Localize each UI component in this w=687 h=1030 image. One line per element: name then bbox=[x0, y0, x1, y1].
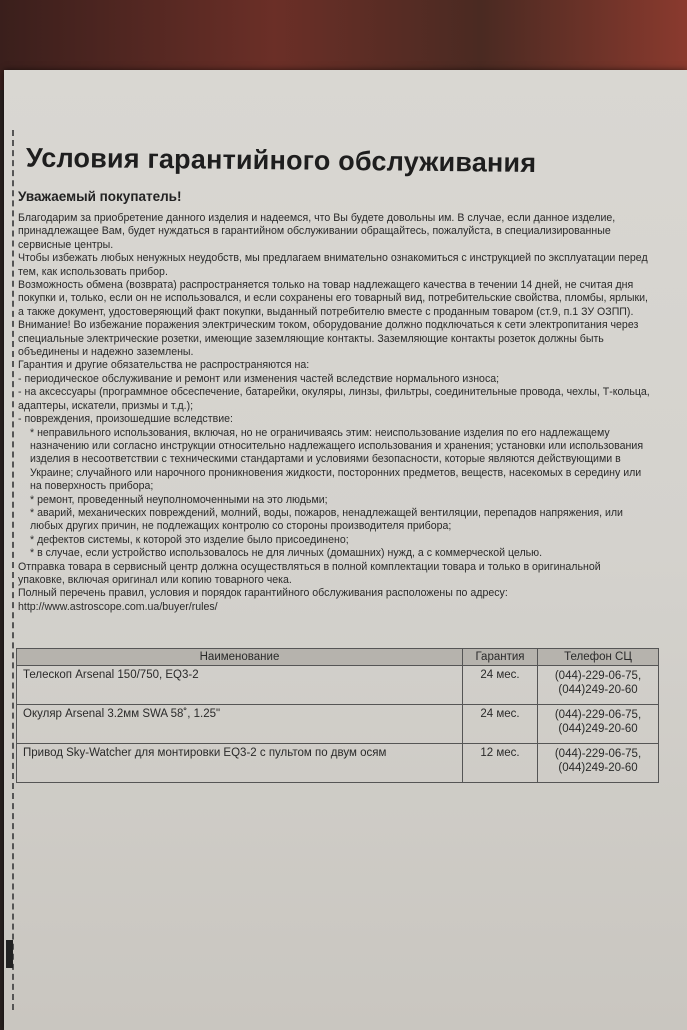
table-row bbox=[17, 666, 659, 705]
phone-line: (044)249-20-60 bbox=[558, 723, 638, 735]
warranty-page bbox=[4, 70, 687, 1030]
cell-warranty: 12 мес. bbox=[463, 744, 538, 783]
cell-warranty: 24 мес. bbox=[463, 666, 538, 705]
cell-name: Привод Sky-Watcher для монтировки EQ3-2 с пультом по двум осям bbox=[17, 744, 463, 783]
paragraph: - периодическое обслуживание и ремонт или изменения частей вследствие нормального износа; bbox=[18, 372, 500, 385]
paragraph: Полный перечень правил, условия и порядок гарантийного обслуживания расположены по адресу: bbox=[18, 587, 508, 600]
list-item: * дефектов системы, к которой это изделие было присоединено; bbox=[30, 533, 349, 546]
phone-line: (044)-229-06-75, bbox=[554, 748, 642, 760]
paragraph: Гарантия и другие обязательства не распространяются на: bbox=[18, 359, 310, 372]
list-item: * неправильного использования, включая, но не ограничиваясь этим: неиспользование изделия по его надлежащему назначению или согласно инструкции относительно надлежащего использования и хранения; установки или использования изделия в несоответствии с техническими стандартами и условиями безопасности, которые являются действующими в Украине; случайного или нарочного проникновения жидкости, посторонних предметов, веществ, насекомых в середину или на поверхность прибора; bbox=[30, 426, 644, 493]
list-item: * аварий, механических повреждений, молний, воды, пожаров, ненадлежащей вентиляции, перепадов напряжения, или любых других причин, не подлежащих контролю со стороны производителя прибора; bbox=[30, 506, 623, 533]
table-row bbox=[17, 744, 659, 783]
warranty-table bbox=[16, 648, 659, 783]
paragraph: - на аксессуары (программное обсеспечение, батарейки, окуляры, линзы, фильтры, соединительные провода, чехлы, Т-кольца, адаптеры, искатели, призмы и т.д.); bbox=[18, 386, 650, 412]
cell-phone bbox=[538, 666, 659, 705]
column-header-phone: Телефон СЦ bbox=[538, 649, 659, 666]
paragraph: Отправка товара в сервисный центр должна осуществляться в полной комплектации товара и только в оригинальной упаковке, включая оригинал или копию товарного чека. bbox=[18, 560, 601, 586]
cell-name: Телескоп Arsenal 150/750, EQ3-2 bbox=[17, 666, 463, 705]
cell-phone bbox=[538, 744, 659, 783]
binding-marker bbox=[6, 940, 13, 968]
phone-line: (044)249-20-60 bbox=[558, 684, 638, 696]
greeting: Уважаемый покупатель! bbox=[18, 189, 182, 204]
list-item: * ремонт, проведенный неуполномоченными на это людьми; bbox=[30, 493, 328, 506]
body-text bbox=[18, 212, 650, 614]
paragraph: Внимание! Во избежание поражения электрическим током, оборудование должно подключаться к сети электропитания через специальные электрические розетки, имеющие заземляющие контакты. Заземляющие контакты розеток должны быть объединены и надежно заземлены. bbox=[18, 319, 639, 359]
cut-line bbox=[12, 130, 16, 1010]
column-header-name: Наименование bbox=[17, 649, 463, 666]
list-item: * в случае, если устройство использовалось не для личных (домашних) нужд, а с коммерческой целью. bbox=[30, 547, 543, 560]
phone-line: (044)-229-06-75, bbox=[554, 709, 642, 721]
page-title: Условия гарантийного обслуживания bbox=[25, 142, 537, 178]
cell-warranty: 24 мес. bbox=[463, 705, 538, 744]
column-header-warranty: Гарантия bbox=[463, 649, 538, 666]
paragraph: Благодарим за приобретение данного изделия и надеемся, что Вы будете довольны им. В случае, если данное изделие, принадлежащее Вам, будет нуждаться в гарантийном обслуживании обращайтесь, пожалуйста, в специализированные сервисные центры. bbox=[18, 212, 616, 251]
cell-name: Окуляр Arsenal 3.2мм SWA 58˚, 1.25" bbox=[17, 705, 463, 744]
table-row bbox=[17, 705, 659, 744]
cell-phone bbox=[538, 705, 659, 744]
phone-line: (044)-229-06-75, bbox=[554, 670, 642, 682]
table-header-row bbox=[17, 649, 659, 666]
paragraph: - повреждения, произошедшие вследствие: bbox=[18, 413, 233, 426]
rules-link: http://www.astroscope.com.ua/buyer/rules/ bbox=[18, 600, 218, 613]
paragraph: Чтобы избежать любых ненужных неудобств, мы предлагаем внимательно ознакомиться с инструкцией по эксплуатации перед тем, как использовать прибор. bbox=[18, 252, 648, 278]
phone-line: (044)249-20-60 bbox=[558, 762, 638, 774]
paragraph: Возможность обмена (возврата) распространяется только на товар надлежащего качества в течении 14 дней, не считая дня покупки и, только, если он не использовался, и если сохранены его товарный вид, потребительские свойства, пломбы, ярлыки, а также документ, удостоверяющий факт покупки, выданный потребителю вместе с проданным товаром (ст.9, п.1 ЗУ ОЗПП). bbox=[18, 279, 648, 318]
